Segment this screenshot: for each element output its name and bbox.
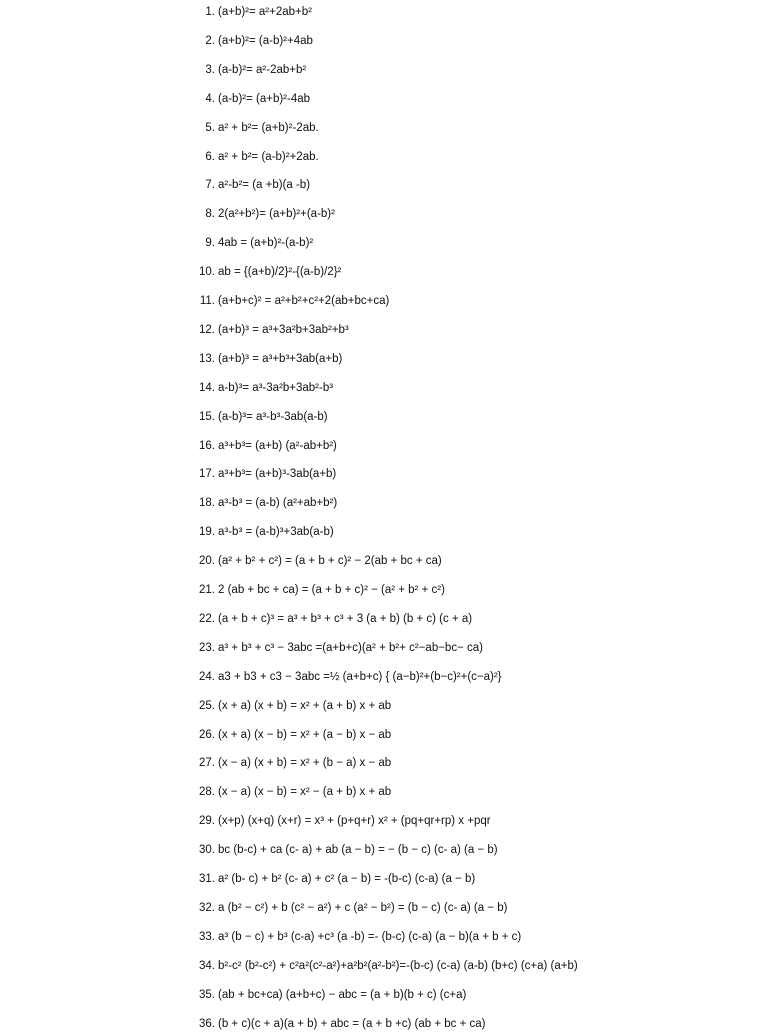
formula-item-34 bbox=[0, 956, 768, 976]
formula-number: 10. bbox=[199, 266, 215, 279]
formula-text: (a² + b² + c²) = (a + b + c)² − 2(ab + bc + ca) bbox=[218, 555, 442, 568]
formula-number: 19. bbox=[199, 526, 215, 539]
formula-item-2 bbox=[0, 31, 768, 51]
formula-number: 26. bbox=[199, 728, 215, 741]
formula-item-3 bbox=[0, 60, 768, 80]
formula-text: b²-c² (b²-c²) + c²a²(c²-a²)+a²b²(a²-b²)=-(b-c) (c-a) (a-b) (b+c) (c+a) (a+b) bbox=[218, 959, 578, 972]
formula-text: (x − a) (x − b) = x² − (a + b) x + ab bbox=[218, 786, 392, 799]
formula-number: 28. bbox=[199, 786, 215, 799]
formula-item-27 bbox=[0, 753, 768, 773]
formula-item-23 bbox=[0, 638, 768, 658]
formula-item-20 bbox=[0, 551, 768, 571]
formula-number: 11. bbox=[199, 295, 215, 307]
formula-number: 34. bbox=[199, 959, 215, 972]
formula-item-6 bbox=[0, 147, 768, 167]
formula-item-13 bbox=[0, 349, 768, 369]
formula-number: 1. bbox=[205, 6, 215, 18]
formula-item-14 bbox=[0, 378, 768, 398]
formula-item-4 bbox=[0, 89, 768, 109]
formula-number: 29. bbox=[199, 815, 215, 828]
formula-item-24 bbox=[0, 667, 768, 687]
formula-number: 35. bbox=[199, 988, 215, 1001]
formula-text: ab = {(a+b)/2}²-{(a-b)/2}² bbox=[218, 266, 342, 279]
formula-item-30 bbox=[0, 840, 768, 860]
formula-number: 27. bbox=[199, 757, 215, 770]
formula-item-18 bbox=[0, 493, 768, 513]
formula-number: 23. bbox=[199, 641, 215, 654]
formula-item-35 bbox=[0, 985, 768, 1005]
formula-text: (x − a) (x + b) = x² + (b − a) x − ab bbox=[218, 757, 392, 770]
formula-item-31 bbox=[0, 869, 768, 889]
formula-text: (x + a) (x − b) = x² + (a − b) x − ab bbox=[218, 728, 392, 741]
formula-text: 2 (ab + bc + ca) = (a + b + c)² − (a² + b² + c²) bbox=[218, 584, 445, 596]
formula-item-5 bbox=[0, 118, 768, 138]
formula-number: 22. bbox=[199, 612, 215, 625]
formula-number: 9. bbox=[205, 237, 215, 250]
formula-text: (a+b)²= a²+2ab+b² bbox=[218, 6, 312, 18]
formula-text: (ab + bc+ca) (a+b+c) − abc = (a + b)(b + c) (c+a) bbox=[218, 988, 467, 1001]
formula-item-26 bbox=[0, 725, 768, 745]
formula-text: 2(a²+b²)= (a+b)²+(a-b)² bbox=[218, 208, 335, 221]
formula-item-1 bbox=[0, 2, 768, 22]
formula-number: 3. bbox=[205, 63, 215, 76]
formula-item-16 bbox=[0, 436, 768, 456]
formula-number: 18. bbox=[199, 497, 215, 510]
formula-number: 21. bbox=[199, 584, 215, 596]
formula-item-10 bbox=[0, 262, 768, 282]
formula-text: a² + b²= (a+b)²-2ab. bbox=[218, 121, 319, 134]
formula-text: bc (b-c) + ca (c- a) + ab (a − b) = − (b − c) (c- a) (a − b) bbox=[218, 844, 498, 857]
formula-text: (a-b)³= a³-b³-3ab(a-b) bbox=[218, 410, 328, 423]
formula-number: 32. bbox=[199, 901, 215, 914]
formula-item-32 bbox=[0, 898, 768, 918]
formula-item-22 bbox=[0, 609, 768, 629]
formula-item-9 bbox=[0, 233, 768, 253]
formula-text: (x + a) (x + b) = x² + (a + b) x + ab bbox=[218, 699, 392, 712]
formula-text: a² + b²= (a-b)²+2ab. bbox=[218, 150, 319, 163]
formula-item-28 bbox=[0, 782, 768, 802]
formula-item-33 bbox=[0, 927, 768, 947]
formula-text: a3 + b3 + c3 − 3abc =½ (a+b+c) { (a−b)²+(b−c)²+(c−a)²} bbox=[218, 670, 502, 683]
formula-number: 33. bbox=[199, 930, 215, 943]
formula-text: (a+b+c)² = a²+b²+c²+2(ab+bc+ca) bbox=[218, 295, 390, 307]
formula-number: 2. bbox=[205, 34, 215, 47]
formula-text: (a + b + c)³ = a³ + b³ + c³ + 3 (a + b) (b + c) (c + a) bbox=[218, 612, 473, 625]
formula-text: (b + c)(c + a)(a + b) + abc = (a + b +c) (ab + bc + ca) bbox=[218, 1017, 486, 1030]
formula-text: 4ab = (a+b)²-(a-b)² bbox=[218, 237, 314, 250]
formula-number: 25. bbox=[199, 699, 215, 712]
formula-item-19 bbox=[0, 522, 768, 542]
formula-text: a² (b- c) + b² (c- a) + c² (a − b) = -(b-c) (c-a) (a − b) bbox=[218, 873, 476, 885]
formula-number: 17. bbox=[199, 468, 215, 481]
formula-number: 15. bbox=[199, 410, 215, 423]
formula-text: a³ (b − c) + b³ (c-a) +c³ (a -b) =- (b-c) (c-a) (a − b)(a + b + c) bbox=[218, 930, 522, 943]
formula-text: (a+b)²= (a-b)²+4ab bbox=[218, 34, 313, 47]
formula-text: (a-b)²= a²-2ab+b² bbox=[218, 63, 307, 76]
formula-number: 30. bbox=[199, 844, 215, 857]
formula-text: (a+b)³ = a³+3a²b+3ab²+b³ bbox=[218, 323, 349, 336]
formula-number: 31. bbox=[199, 873, 215, 885]
formula-text: a³-b³ = (a-b)³+3ab(a-b) bbox=[218, 526, 334, 539]
formula-number: 13. bbox=[199, 352, 215, 365]
formula-item-11 bbox=[0, 291, 768, 311]
formula-number: 24. bbox=[199, 670, 215, 683]
formula-number: 20. bbox=[199, 555, 215, 568]
formula-text: (a+b)³ = a³+b³+3ab(a+b) bbox=[218, 352, 343, 365]
formula-text: a³-b³ = (a-b) (a²+ab+b²) bbox=[218, 497, 338, 510]
formula-number: 8. bbox=[205, 208, 215, 221]
formula-number: 14. bbox=[199, 381, 215, 394]
formula-number: 4. bbox=[205, 92, 215, 105]
formula-item-12 bbox=[0, 320, 768, 340]
formula-text: a³+b³= (a+b)³-3ab(a+b) bbox=[218, 468, 337, 481]
formula-item-21 bbox=[0, 580, 768, 600]
formula-item-7 bbox=[0, 175, 768, 195]
formula-text: a (b² − c²) + b (c² − a²) + c (a² − b²) = (b − c) (c- a) (a − b) bbox=[218, 901, 508, 914]
formula-number: 5. bbox=[205, 121, 215, 134]
formula-item-17 bbox=[0, 464, 768, 484]
formula-text: a-b)³= a³-3a²b+3ab²-b³ bbox=[218, 381, 334, 394]
formula-item-29 bbox=[0, 811, 768, 831]
formula-item-15 bbox=[0, 407, 768, 427]
formula-number: 12. bbox=[199, 323, 215, 336]
formula-text: a³+b³= (a+b) (a²-ab+b²) bbox=[218, 439, 337, 452]
formula-item-8 bbox=[0, 204, 768, 224]
formula-text: a²-b²= (a +b)(a -b) bbox=[218, 179, 311, 192]
formula-text: a³ + b³ + c³ − 3abc =(a+b+c)(a² + b²+ c²−ab−bc− ca) bbox=[218, 641, 483, 654]
formula-number: 16. bbox=[199, 439, 215, 452]
formula-text: (a-b)²= (a+b)²-4ab bbox=[218, 92, 311, 105]
formula-text: (x+p) (x+q) (x+r) = x³ + (p+q+r) x² + (pq+qr+rp) x +pqr bbox=[218, 815, 491, 828]
formula-number: 36. bbox=[199, 1017, 215, 1030]
formula-number: 7. bbox=[205, 179, 215, 192]
formula-number: 6. bbox=[205, 150, 215, 163]
formula-item-25 bbox=[0, 696, 768, 716]
